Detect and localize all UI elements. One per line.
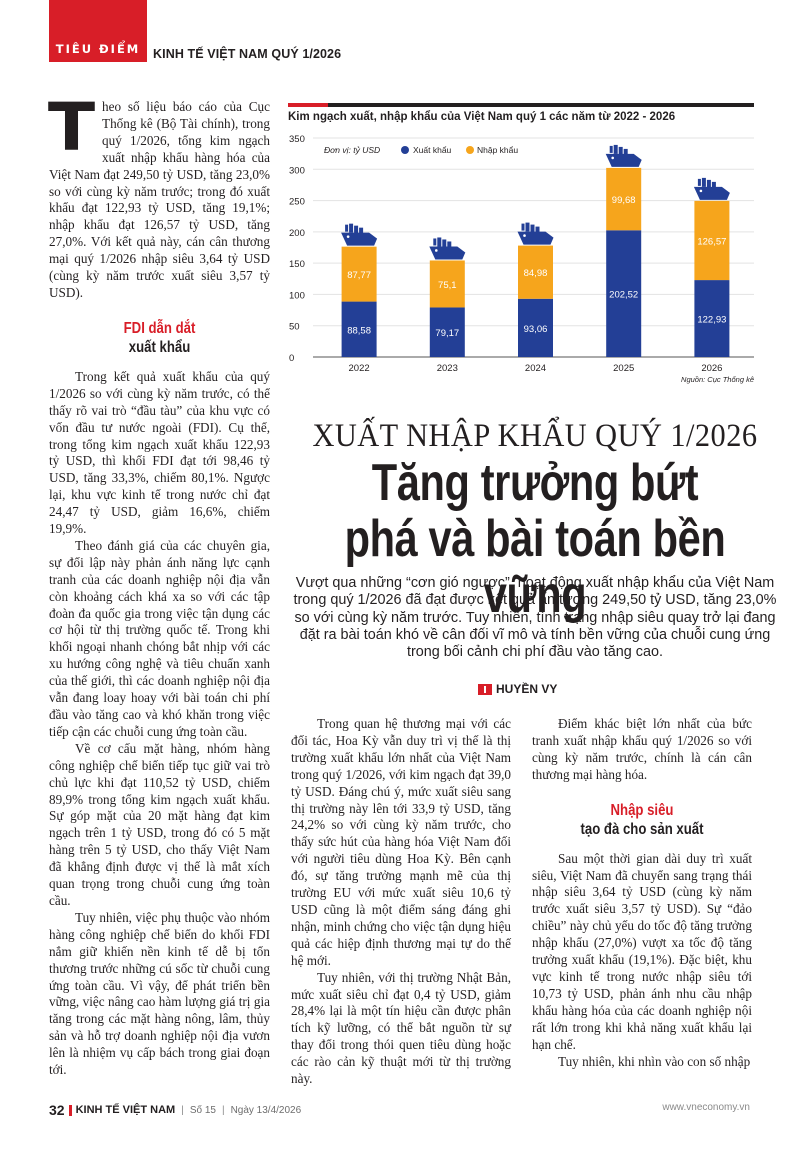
svg-text:0: 0 xyxy=(289,353,295,364)
svg-text:350: 350 xyxy=(289,134,305,145)
svg-text:202,52: 202,52 xyxy=(609,289,639,301)
subhead-import: Nhập siêu tạo đà cho sản xuất xyxy=(580,801,704,838)
body-paragraph: Điểm khác biệt lớn nhất của bức tranh xuất nhập khẩu quý 1/2026 so với cùng kỳ năm trước, chính là cán cân thương mại hàng hóa. xyxy=(532,716,752,782)
issue-number: Số 15 xyxy=(189,1104,216,1116)
section-tag xyxy=(49,0,147,62)
series-title: KINH TẾ VIỆT NAM QUÝ 1/2026 xyxy=(153,47,342,61)
website-link[interactable]: www.vneconomy.vn xyxy=(662,1102,750,1113)
svg-text:50: 50 xyxy=(289,321,300,333)
svg-text:2024: 2024 xyxy=(524,363,547,374)
cargo-ship-icon xyxy=(606,145,642,167)
body-paragraph: Tuy nhiên, với thị trường Nhật Bản, mức xuất siêu chỉ đạt 0,4 tỷ USD, giảm 28,4% lại là một tín hiệu cần được phân tích kỹ lưỡng, có thể bắt nguồn từ sự thay đổi trong thói quen tiêu dùng hoặc các rào cản kỹ thuật mới từ thị trường này. xyxy=(291,969,511,1087)
svg-text:300: 300 xyxy=(289,165,305,177)
dropcap: T xyxy=(47,89,96,166)
body-paragraph: Tuy nhiên, việc phụ thuộc vào nhóm hàng công nghiệp chế biến do khối FDI nắm giữ khiến nền kinh tế dễ bị tổn thương trước những cú sốc từ chuỗi cung ứng toàn cầu. Vì vậy, để phát triển bền vững, việc nâng cao hàm lượng giá trị gia tăng trong các mặt hàng nông, lâm, thủy sản và hỗ trợ doanh nghiệp nội địa vươn lên là nhiệm vụ cấp bách trong giai đoạn tới. xyxy=(49,909,270,1078)
cargo-ship-icon xyxy=(429,237,465,259)
svg-text:2023: 2023 xyxy=(436,363,458,374)
article-column-1 xyxy=(47,89,270,1079)
section-tag-label: TIÊU ĐIỂM xyxy=(55,42,141,56)
trade-chart xyxy=(288,103,782,384)
svg-text:Nguồn: Cục Thống kê: Nguồn: Cục Thống kê xyxy=(681,375,754,384)
body-paragraph: Về cơ cấu mặt hàng, nhóm hàng công nghiệp chế biến tiếp tục giữ vai trò chủ lực khi đạt 110,52 tỷ USD, chiếm 89,9% trong tổng kim ngạch xuất khẩu. Sự góp mặt của 20 mặt hàng đạt kim ngạch trên 1 tỷ USD, trong đó có 5 mặt hàng trên 5 tỷ USD, cho thấy Việt Nam đã khẳng định được vị thế là mắt xích quan trọng trong chuỗi cung ứng toàn cầu. xyxy=(49,740,270,908)
footer: 32 KINH TẾ VIỆT NAM | Số 15 | Ngày 13/4/2026 xyxy=(49,1102,302,1118)
body-paragraph: Sau một thời gian dài duy trì xuất siêu, Việt Nam đã chuyển sang trạng thái nhập siêu 3,64 tỷ USD (cùng kỳ năm trước xuất siêu 3,57 tỷ USD). Sự “đảo chiều” này chủ yếu do tốc độ tăng trưởng nhập khẩu (27,0%) vượt xa tốc độ tăng trưởng xuất khẩu (19,1%). Đặc biệt, khu vực kinh tế trong nước nhập siêu tới 10,73 tỷ USD, phản ánh nhu cầu nhập khẩu hàng hóa của các doanh nghiệp nội rất lớn trong khi khả năng xuất khẩu lại hạn chế. xyxy=(532,850,752,1052)
svg-text:122,93: 122,93 xyxy=(697,314,727,326)
svg-text:75,1: 75,1 xyxy=(438,279,457,291)
svg-text:99,68: 99,68 xyxy=(611,195,636,207)
chart-plot xyxy=(288,103,782,384)
cargo-ship-icon xyxy=(341,224,377,246)
footer-accent-bar xyxy=(69,1105,72,1116)
svg-text:126,57: 126,57 xyxy=(697,236,727,248)
svg-text:2026: 2026 xyxy=(701,363,723,374)
svg-text:79,17: 79,17 xyxy=(435,328,460,340)
sapo: Vượt qua những “cơn gió ngược”, hoạt động xuất nhập khẩu của Việt Nam trong quý 1/2026 đã đạt được kết quả ấn tượng 249,50 tỷ USD, tăng 23,0% so với cùng kỳ năm trước. Tuy nhiên, tình trạng nhập siêu quay trở lại đang đặt ra bài toán khó về cân đối vĩ mô và tính bền vững của chuỗi cung ứng trong bối cảnh chi phí đầu vào tăng cao. xyxy=(293,575,777,661)
svg-text:250: 250 xyxy=(289,196,305,208)
svg-text:88,58: 88,58 xyxy=(347,325,371,337)
issue-date: Ngày 13/4/2026 xyxy=(230,1104,302,1116)
svg-text:2025: 2025 xyxy=(613,363,635,374)
body-paragraph: Tuy nhiên, khi nhìn vào con số nhập xyxy=(558,1053,751,1069)
svg-text:93,06: 93,06 xyxy=(523,323,548,335)
svg-text:100: 100 xyxy=(289,290,305,302)
cargo-ship-icon xyxy=(518,223,554,245)
svg-text:87,77: 87,77 xyxy=(347,270,371,282)
svg-text:2022: 2022 xyxy=(348,363,370,374)
body-paragraph: Trong kết quả xuất khẩu của quý 1/2026 so với cùng kỳ năm trước, có thể thấy rõ vai trò “đầu tàu” của khu vực có vốn đầu tư nước ngoài (FDI). Cụ thể, trong tổng kim ngạch xuất khẩu 122,93 tỷ USD, thì khối FDI đạt tới 98,46 tỷ USD, tăng 33,3%, chiếm 80,1%. Ngược lại, khu vực kinh tế trong nước chỉ đạt 24,47 tỷ USD, giảm 16,6%, chiếm 19,9%. xyxy=(49,368,270,537)
cargo-ship-icon xyxy=(694,178,730,200)
body-paragraph: Theo đánh giá của các chuyên gia, sự đối lập này phản ánh năng lực cạnh tranh của các doanh nghiệp nội địa vẫn còn khoảng cách khá xa so với các tập đoàn đa quốc gia trong việc tận dụng các cơ hội từ thị trường quốc tế. Trong khi khối ngoại nhanh chóng bắt nhịp với các xu hướng công nghệ và tiêu chuẩn xanh của thế giới, thì các doanh nghiệp nội địa vẫn đang loay hoay với bài toán chi phí đầu vào tăng cao và khó khăn trong việc tiếp cận các chuỗi cung ứng toàn cầu. xyxy=(49,537,270,739)
author-name: HUYỀN VY xyxy=(496,682,558,696)
chart-title: Kim ngạch xuất, nhập khẩu của Việt Nam quý 1 các năm từ 2022 - 2026 xyxy=(288,111,676,123)
kicker: XUẤT NHẬP KHẨU QUÝ 1/2026 xyxy=(312,418,758,454)
svg-text:Nhập khẩu: Nhập khẩu xyxy=(477,145,519,155)
byline xyxy=(478,682,557,696)
page-number: 32 xyxy=(49,1102,65,1118)
intro-paragraph: Theo số liệu báo cáo của Cục Thống kê (Bộ Tài chính), trong quý 1/2026, tổng kim ngạch xuất nhập khẩu hàng hóa của Việt Nam đạt 249,50 tỷ USD, tăng 23,0% so với cùng kỳ năm trước; trong đó xuất khẩu đạt 122,93 tỷ USD, tăng 19,1%; nhập khẩu đạt 126,57 tỷ USD, tăng 27,0%. Với kết quả này, cán cân thương mại quý 1/2026 nhập siêu 3,64 tỷ USD (cùng kỳ năm trước xuất siêu 3,57 tỷ USD). xyxy=(47,89,270,300)
svg-text:200: 200 xyxy=(289,227,305,239)
article-column-2 xyxy=(291,716,511,1088)
pen-icon xyxy=(478,684,492,695)
svg-text:Đơn vị: tỷ USD: Đơn vị: tỷ USD xyxy=(324,145,381,155)
magazine-name: KINH TẾ VIỆT NAM xyxy=(75,1104,176,1116)
svg-text:Xuất khẩu: Xuất khẩu xyxy=(413,145,452,155)
svg-text:150: 150 xyxy=(289,259,305,271)
svg-text:84,98: 84,98 xyxy=(523,268,548,280)
article-column-3 xyxy=(532,716,752,1070)
subhead-fdi: FDI dẫn dắt xuất khẩu xyxy=(123,319,196,356)
headline: Tăng trưởng bứt phá và bài toán bền vững xyxy=(344,454,726,624)
body-paragraph: Trong quan hệ thương mại với các đối tác, Hoa Kỳ vẫn duy trì vị thế là thị trường xuất khẩu lớn nhất của Việt Nam trong quý 1/2026, với kim ngạch đạt 39,0 tỷ USD. Đáng chú ý, mức xuất siêu sang thị trường này lên tới 33,9 tỷ USD, tăng 24,2% so với cùng kỳ năm trước, cho thấy sức hút của hàng hóa Việt Nam đối với người tiêu dùng Hoa Kỳ. Bên cạnh đó, sự tăng trưởng mạnh mẽ của thị trường EU với mức xuất siêu 10,6 tỷ USD cũng là một điểm sáng đáng ghi nhận, minh chứng cho việc tận dụng hiệu quả các hiệp định thương mại tự do thế hệ mới. xyxy=(291,716,511,968)
